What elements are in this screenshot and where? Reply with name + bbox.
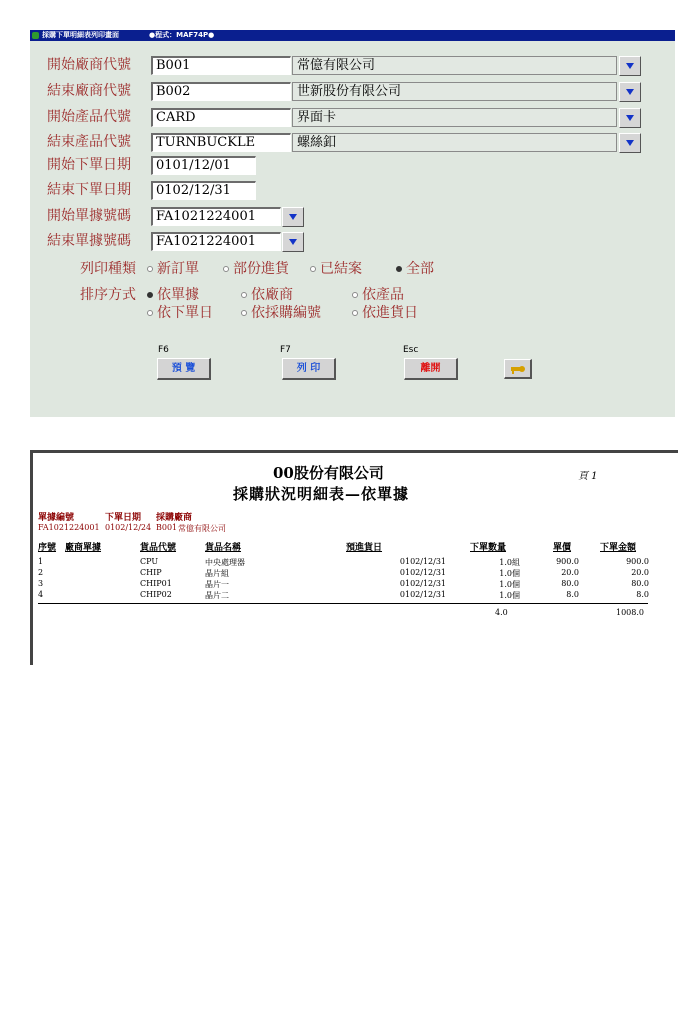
cell-expected-date: 0102/12/31: [399, 557, 446, 566]
title-bar: [30, 30, 675, 41]
label-start-vendor: 開始廠商代號: [47, 57, 131, 73]
arrow-down-icon: [626, 115, 634, 121]
total-rule: [38, 603, 648, 604]
cell-order-amount: 8.0: [636, 590, 649, 599]
key-icon: [510, 363, 526, 375]
radio-indicator-selected: [147, 292, 153, 298]
preview-button[interactable]: 預 覽: [157, 358, 211, 380]
start-doc-no-dropdown[interactable]: [282, 207, 304, 227]
window-title: 採購下單明細表列印畫面: [42, 31, 119, 39]
radio-label: 部份進貨: [233, 261, 289, 277]
cell-item-code: CHIP: [140, 568, 162, 577]
start-order-date-input[interactable]: 0101/12/01: [151, 156, 256, 175]
report-title: 採購狀況明細表—依單據: [233, 485, 410, 503]
report-preview: [30, 450, 678, 665]
radio-indicator: [352, 292, 358, 298]
start-vendor-dropdown[interactable]: [619, 56, 641, 76]
group-header-order-date: 下單日期: [105, 513, 142, 523]
col-expected-date: 預進貨日: [346, 543, 383, 553]
radio-label: 依採購編號: [251, 305, 321, 321]
label-start-product: 開始產品代號: [47, 109, 131, 125]
program-code: ●程式：MAF74P●: [149, 31, 215, 39]
radio-label: 依產品: [362, 287, 404, 303]
print-settings-panel: [30, 30, 675, 417]
label-start-order-date: 開始下單日期: [47, 157, 131, 173]
radio-label: 依廠商: [251, 287, 293, 303]
end-order-date-input[interactable]: 0102/12/31: [151, 181, 256, 200]
label-start-doc-no: 開始單據號碼: [47, 208, 131, 224]
group-vendor-name: 常億有限公司: [178, 524, 226, 533]
start-doc-no-input[interactable]: FA1021224001: [151, 207, 281, 226]
cell-order-amount: 80.0: [631, 579, 649, 588]
col-order-amount: 下單金額: [600, 543, 637, 553]
radio-indicator: [310, 266, 316, 272]
arrow-down-icon: [626, 89, 634, 95]
radio-by-product[interactable]: [352, 286, 404, 304]
radio-indicator: [352, 310, 358, 316]
cell-order-qty: 1.0個: [499, 580, 520, 589]
radio-by-vendor[interactable]: [241, 286, 293, 304]
cell-seq: 4: [38, 590, 44, 599]
radio-all[interactable]: [396, 260, 434, 278]
arrow-down-icon: [626, 63, 634, 69]
radio-label: 全部: [406, 261, 434, 277]
group-header-vendor: 採購廠商: [156, 513, 193, 523]
radio-by-order-date[interactable]: [147, 304, 213, 322]
label-end-doc-no: 結束單據號碼: [47, 233, 131, 249]
cell-expected-date: 0102/12/31: [399, 590, 446, 599]
radio-indicator: [147, 266, 153, 272]
cell-seq: 3: [38, 579, 44, 588]
arrow-down-icon: [626, 140, 634, 146]
arrow-down-icon: [289, 214, 297, 220]
cell-unit-price: 8.0: [566, 590, 579, 599]
radio-by-purchase-no[interactable]: [241, 304, 321, 322]
cell-order-qty: 1.0個: [499, 569, 520, 578]
arrow-down-icon: [289, 239, 297, 245]
radio-indicator: [241, 292, 247, 298]
cell-item-name: 晶片二: [205, 591, 229, 600]
radio-new-order[interactable]: [147, 260, 199, 278]
group-vendor-code: B001: [156, 523, 178, 532]
cell-expected-date: 0102/12/31: [399, 568, 446, 577]
radio-indicator: [223, 266, 229, 272]
tool-button[interactable]: [504, 359, 532, 379]
cell-order-amount: 20.0: [631, 568, 649, 577]
exit-button[interactable]: 離開: [404, 358, 458, 380]
total-qty: 4.0: [495, 608, 508, 617]
end-vendor-name: 世新股份有限公司: [292, 82, 617, 101]
col-seq: 序號: [38, 543, 57, 553]
cell-unit-price: 80.0: [561, 579, 579, 588]
label-end-order-date: 結束下單日期: [47, 182, 131, 198]
radio-label: 依進貨日: [362, 305, 418, 321]
app-icon: [32, 32, 39, 39]
radio-by-receipt-date[interactable]: [352, 304, 418, 322]
col-item-code: 貨品代號: [140, 543, 177, 553]
label-sort: 排序方式: [80, 287, 136, 303]
cell-seq: 1: [38, 557, 44, 566]
cell-item-code: CHIP02: [140, 590, 172, 599]
radio-label: 依下單日: [157, 305, 213, 321]
end-product-input[interactable]: TURNBUCKLE: [151, 133, 291, 152]
start-product-name: 界面卡: [292, 108, 617, 127]
cell-order-qty: 1.0個: [499, 591, 520, 600]
cell-order-qty: 1.0組: [499, 558, 520, 567]
end-product-name: 螺絲釦: [292, 133, 617, 152]
group-doc-no: FA1021224001: [38, 523, 100, 532]
radio-partial-receipt[interactable]: [223, 260, 289, 278]
start-vendor-input[interactable]: B001: [151, 56, 291, 75]
group-order-date: 0102/12/24: [105, 523, 152, 532]
radio-label: 新訂單: [157, 261, 199, 277]
label-end-vendor: 結束廠商代號: [47, 83, 131, 99]
radio-indicator: [147, 310, 153, 316]
end-doc-no-input[interactable]: FA1021224001: [151, 232, 281, 251]
cell-expected-date: 0102/12/31: [399, 579, 446, 588]
start-product-input[interactable]: CARD: [151, 108, 291, 127]
cell-item-name: 中央處理器: [205, 558, 245, 567]
end-product-dropdown[interactable]: [619, 133, 641, 153]
cell-item-code: CPU: [140, 557, 159, 566]
report-page: 頁 1: [578, 471, 598, 482]
end-vendor-dropdown[interactable]: [619, 82, 641, 102]
cell-unit-price: 900.0: [556, 557, 579, 566]
exit-hotkey: Esc: [403, 345, 419, 355]
cell-item-name: 晶片一: [205, 580, 229, 589]
group-header-doc-no: 單據編號: [38, 513, 75, 523]
end-vendor-input[interactable]: B002: [151, 82, 291, 101]
start-vendor-name: 常億有限公司: [292, 56, 617, 75]
end-doc-no-dropdown[interactable]: [282, 232, 304, 252]
total-amount: 1008.0: [616, 608, 644, 617]
print-hotkey: F7: [280, 345, 291, 355]
label-print-type: 列印種類: [80, 261, 136, 277]
radio-by-doc[interactable]: [147, 286, 199, 304]
print-button[interactable]: 列 印: [282, 358, 336, 380]
radio-label: 依單據: [157, 287, 199, 303]
cell-seq: 2: [38, 568, 44, 577]
col-item-name: 貨品名稱: [205, 543, 242, 553]
col-order-qty: 下單數量: [470, 543, 507, 553]
report-company: 00股份有限公司: [273, 464, 384, 482]
radio-indicator: [241, 310, 247, 316]
radio-label: 已結案: [320, 261, 362, 277]
cell-item-name: 晶片組: [205, 569, 229, 578]
start-product-dropdown[interactable]: [619, 108, 641, 128]
col-vendor-doc: 廠商單據: [65, 543, 102, 553]
col-unit-price: 單價: [553, 543, 572, 553]
label-end-product: 結束產品代號: [47, 134, 131, 150]
radio-indicator-selected: [396, 266, 402, 272]
preview-hotkey: F6: [158, 345, 169, 355]
cell-order-amount: 900.0: [626, 557, 649, 566]
cell-unit-price: 20.0: [561, 568, 579, 577]
cell-item-code: CHIP01: [140, 579, 172, 588]
radio-closed[interactable]: [310, 260, 362, 278]
